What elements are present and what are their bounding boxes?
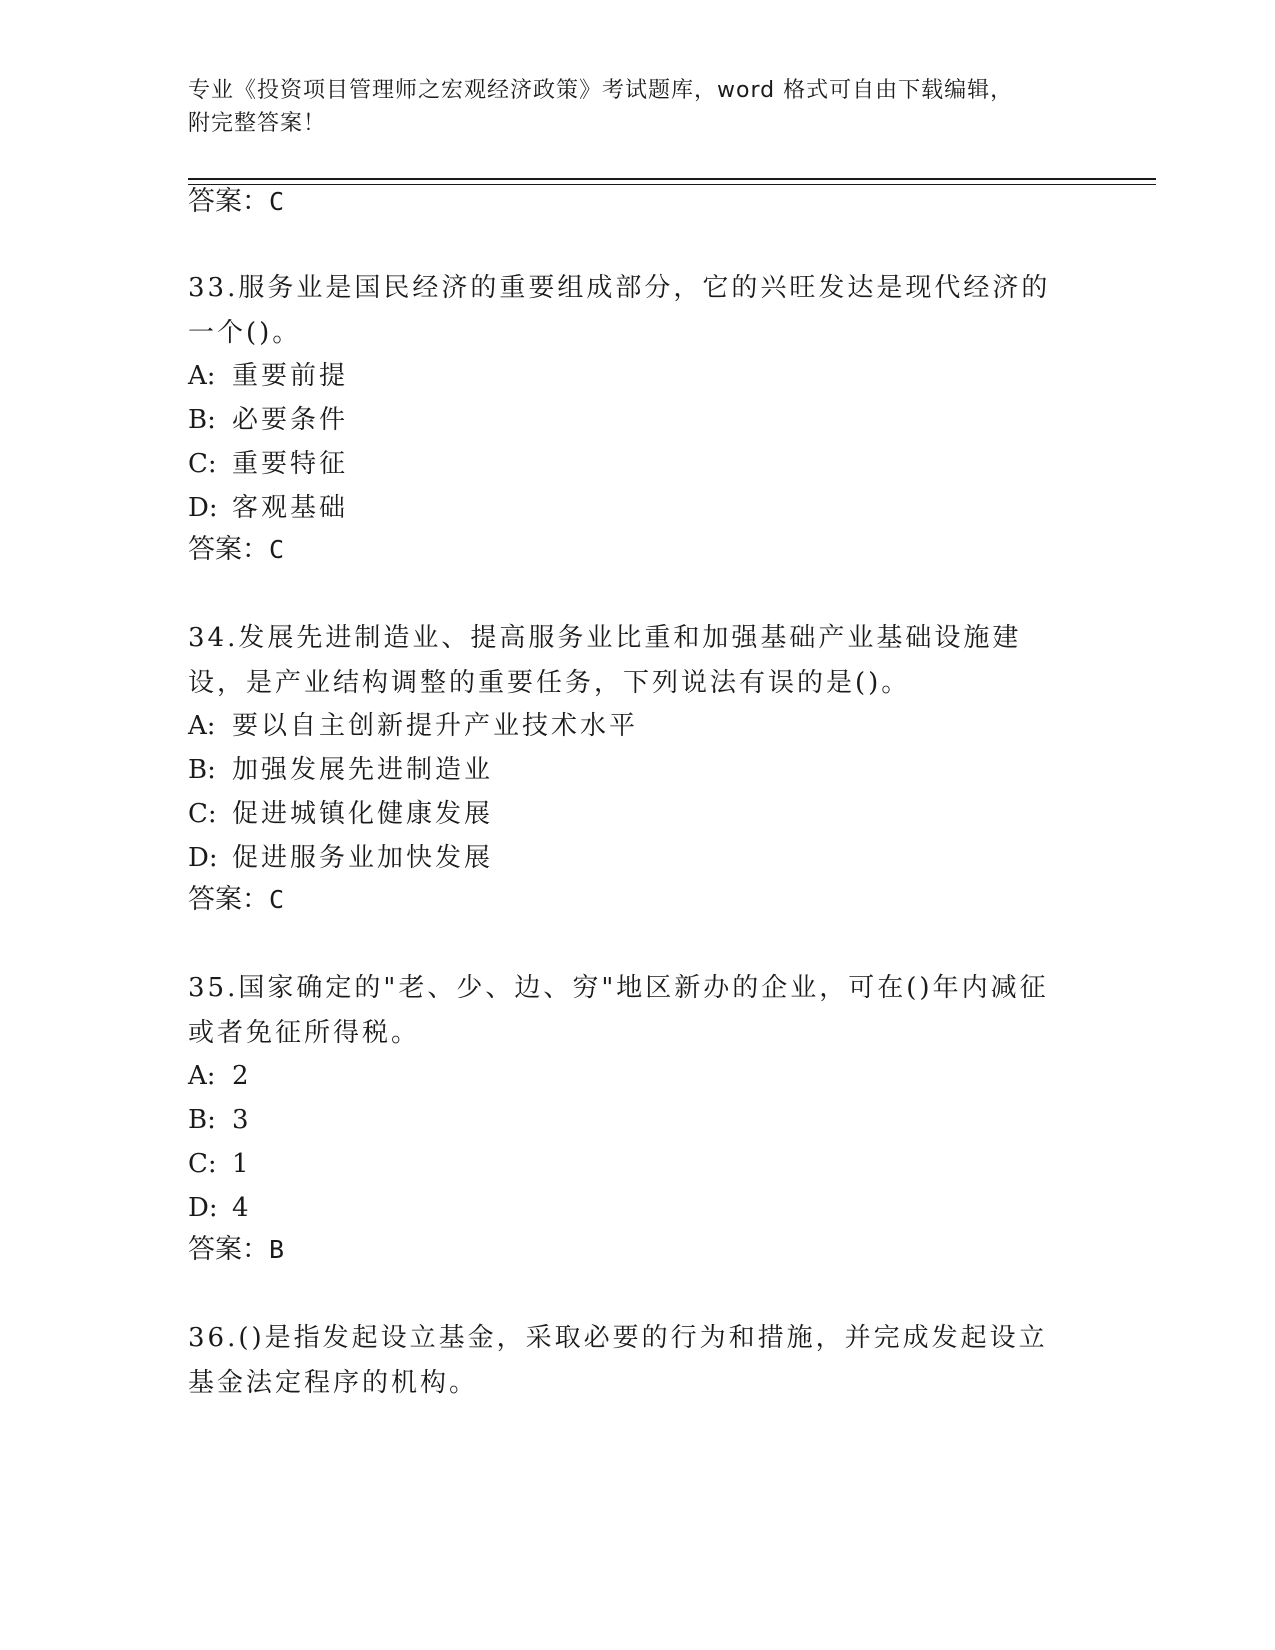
option-letter: B: xyxy=(188,755,216,785)
question-number: 35. xyxy=(188,973,239,1003)
question-33-option-a xyxy=(188,358,348,394)
answer-previous xyxy=(188,184,284,220)
option-text: 客观基础 xyxy=(232,493,349,523)
question-text: ()是指发起设立基金，采取必要的行为和措施，并完成发起设立基金法定程序的机构。 xyxy=(188,1323,1048,1398)
question-35-option-c xyxy=(188,1146,252,1182)
question-34-option-a xyxy=(188,708,638,744)
question-33-option-c xyxy=(188,446,348,482)
option-text: 重要前提 xyxy=(232,361,349,391)
document-header xyxy=(188,74,1088,140)
option-letter: C: xyxy=(188,799,217,829)
option-text: 1 xyxy=(232,1149,252,1179)
option-letter: A: xyxy=(188,361,216,391)
header-line-2: 附完整答案！ xyxy=(188,111,327,136)
question-33-option-d xyxy=(188,490,348,526)
question-text: 发展先进制造业、提高服务业比重和加强基础产业基础设施建设，是产业结构调整的重要任务，下列说法有误的是()。 xyxy=(188,623,1022,698)
question-number: 36. xyxy=(188,1323,239,1353)
option-text: 加强发展先进制造业 xyxy=(232,755,494,785)
question-34-option-d xyxy=(188,840,493,876)
question-33-option-b xyxy=(188,402,348,438)
option-text: 要以自主创新提升产业技术水平 xyxy=(232,711,639,741)
option-letter: C: xyxy=(188,1149,217,1179)
question-33 xyxy=(188,266,1068,356)
answer-value: C xyxy=(269,187,285,216)
answer-label: 答案： xyxy=(188,1234,269,1265)
option-text: 促进城镇化健康发展 xyxy=(232,799,494,829)
answer-label: 答案： xyxy=(188,884,269,915)
question-34-option-c xyxy=(188,796,493,832)
option-letter: D: xyxy=(188,1193,218,1223)
option-letter: A: xyxy=(188,711,216,741)
option-letter: C: xyxy=(188,449,217,479)
option-letter: B: xyxy=(188,1105,216,1135)
header-divider-thin xyxy=(188,184,1156,185)
answer-label: 答案： xyxy=(188,186,269,217)
header-divider-thick xyxy=(188,178,1156,180)
answer-value: C xyxy=(269,885,285,914)
question-number: 33. xyxy=(188,273,239,303)
option-letter: B: xyxy=(188,405,216,435)
question-35-option-d xyxy=(188,1190,252,1226)
question-33-answer xyxy=(188,532,284,568)
option-text: 3 xyxy=(232,1105,252,1135)
question-35-option-b xyxy=(188,1102,252,1138)
question-34 xyxy=(188,616,1068,706)
question-35-answer xyxy=(188,1232,284,1268)
question-text: 国家确定的"老、少、边、穷"地区新办的企业，可在()年内减征或者免征所得税。 xyxy=(188,973,1049,1048)
question-35-option-a xyxy=(188,1058,252,1094)
question-number: 34. xyxy=(188,623,239,653)
option-letter: D: xyxy=(188,493,218,523)
option-text: 重要特征 xyxy=(232,449,349,479)
option-text: 2 xyxy=(232,1061,252,1091)
answer-value: B xyxy=(269,1235,285,1264)
answer-value: C xyxy=(269,535,285,564)
answer-label: 答案： xyxy=(188,534,269,565)
question-35 xyxy=(188,966,1068,1056)
question-36 xyxy=(188,1316,1068,1406)
option-text: 促进服务业加快发展 xyxy=(232,843,494,873)
question-text: 服务业是国民经济的重要组成部分，它的兴旺发达是现代经济的一个()。 xyxy=(188,273,1051,348)
option-letter: D: xyxy=(188,843,218,873)
header-line-1: 专业《投资项目管理师之宏观经济政策》考试题库，word 格式可自由下载编辑， xyxy=(188,78,1014,103)
question-34-option-b xyxy=(188,752,493,788)
option-text: 必要条件 xyxy=(232,405,349,435)
question-34-answer xyxy=(188,882,284,918)
option-text: 4 xyxy=(232,1193,252,1223)
option-letter: A: xyxy=(188,1061,216,1091)
